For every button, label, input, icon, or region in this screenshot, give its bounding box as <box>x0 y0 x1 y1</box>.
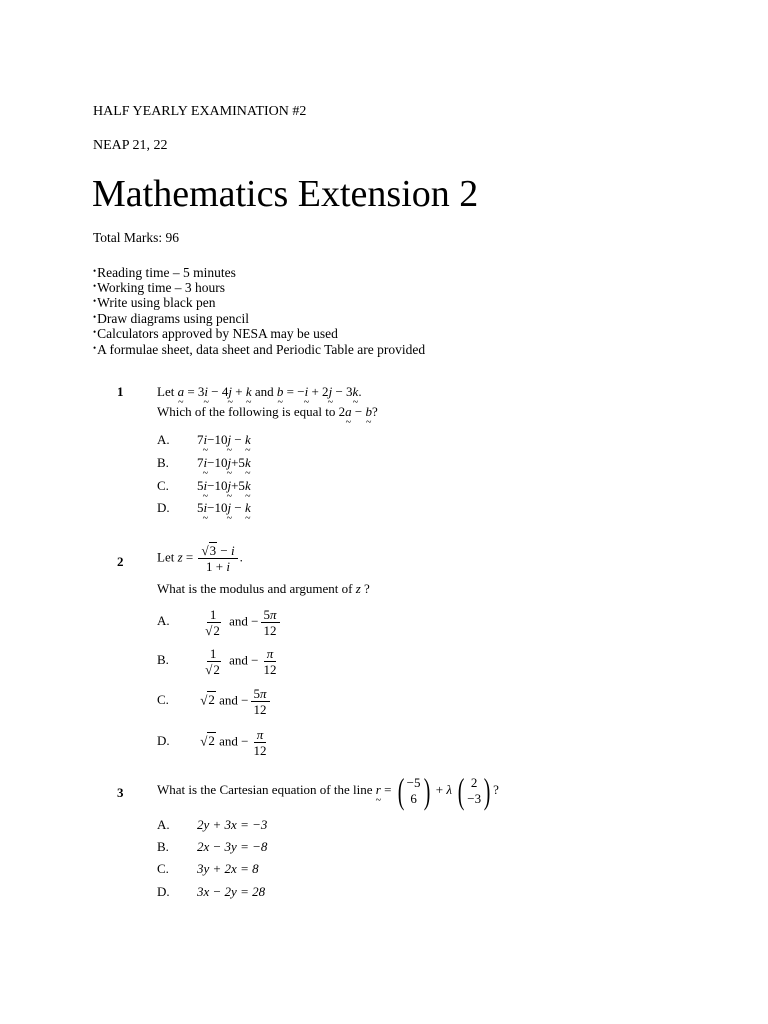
question-2-option-d: D. √2 and − $\frac{\pi}{12}$ <box>157 727 267 758</box>
question-1-option-d: D. 5i ~−10j ~ − k ~ <box>157 500 251 516</box>
instruction-item: •Draw diagrams using pencil <box>93 311 249 326</box>
question-3-option-a: A. 2y + 3x = −3 <box>157 817 268 832</box>
exam-code: NEAP 21, 22 <box>93 138 168 153</box>
instruction-item: •A formulae sheet, data sheet and Periodic Table are provided <box>93 342 426 357</box>
exam-name: HALF YEARLY EXAMINATION #2 <box>93 104 307 119</box>
question-1-option-a: A. 7i ~−10j ~ − k ~ <box>157 432 251 448</box>
question-2-option-a: A. $\frac{1}{√2}$ and − $\frac{5\pi}{12}$ <box>157 607 282 638</box>
question-2-option-b: B. $\frac{1}{√2}$ and − $\frac{\pi}{12}$ <box>157 646 277 677</box>
question-2-option-c: C. √2 and − $\frac{5\pi}{12}$ <box>157 686 272 717</box>
question-3-option-c: C. 3y + 2x = 8 <box>157 861 259 876</box>
total-marks: Total Marks: 96 <box>93 230 180 245</box>
question-1-option-c: C. 5i ~−10j ~+5k ~ <box>157 478 251 494</box>
question-3-option-d: D. 3x − 2y = 28 <box>157 884 266 899</box>
question-1-option-b: B. 7i ~−10j ~+5k ~ <box>157 455 251 471</box>
question-2-number: 2 <box>117 554 124 569</box>
instruction-item: •Reading time – 5 minutes <box>93 265 236 280</box>
question-3-number: 3 <box>117 785 124 800</box>
question-2-stem: Let z = $\frac{√3 - i}{1 + i}$ . <box>157 543 243 574</box>
question-1-number: 1 <box>117 384 124 399</box>
question-1-stem: Let a ~ = 3i ~ − 4j ~ + k ~ and b ~ = −i ~ + 2j ~ − 3k ~. <box>157 384 362 400</box>
question-3-stem: What is the Cartesian equation of the line r ~ = ( −5 6 ) + λ ( 2 −3 ) ? <box>157 773 499 809</box>
question-2-prompt: What is the modulus and argument of z ? <box>157 581 370 596</box>
question-1-prompt: Which of the following is equal to 2a ~ − b ~? <box>157 404 378 420</box>
page-title: Mathematics Extension 2 <box>92 173 479 215</box>
instruction-item: •Write using black pen <box>93 295 216 310</box>
question-3-option-b: B. 2x − 3y = −8 <box>157 839 268 854</box>
instruction-item: •Working time – 3 hours <box>93 280 226 295</box>
instruction-item: •Calculators approved by NESA may be used <box>93 326 338 341</box>
